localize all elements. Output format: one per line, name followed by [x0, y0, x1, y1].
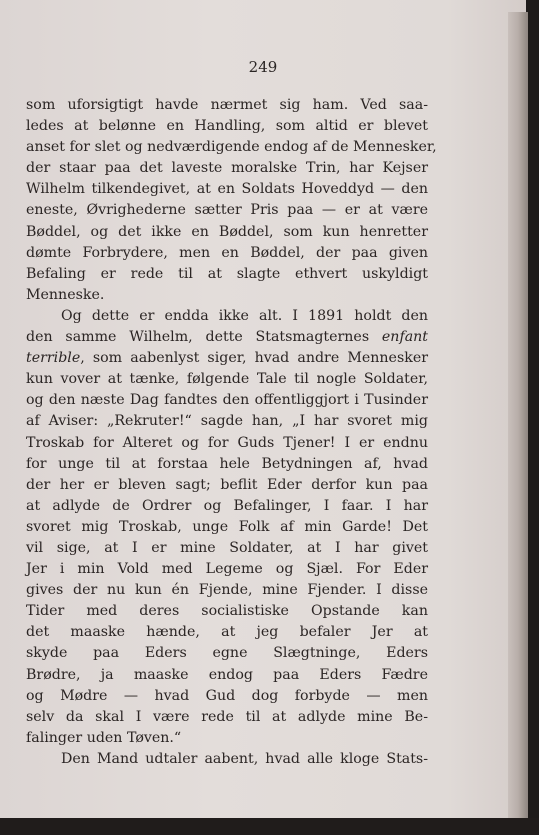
text-line: gives der nu kun én Fjende, mine Fjender. I disse [26, 582, 428, 599]
text-line: vil sige, at I er mine Soldater, at I har givet [26, 539, 428, 556]
text-line: Menneske. [26, 286, 105, 303]
text-line: Wilhelm tilkendegivet, at en Soldats Hoveddyd — den [26, 181, 428, 198]
text-line: som uforsigtigt havde nærmet sig ham. Ved saa- [26, 97, 428, 113]
page-shadow [0, 818, 539, 835]
text-line: skyde paa Eders egne Slægtninge, Eders [26, 645, 428, 662]
text-line [26, 348, 428, 369]
text-line: falinger uden Tøven.“ [26, 729, 182, 746]
text-line: Brødre, ja maaske endog paa Eders Fædre [26, 666, 428, 683]
text-line: og Mødre — hvad Gud dog forbyde — men [26, 687, 428, 704]
text-line: Den Mand udtaler aabent, hvad alle kloge Stats- [61, 750, 428, 767]
text-line: selv da skal I være rede til at adlyde mine Be- [26, 708, 428, 725]
body-text [26, 95, 437, 770]
text-line: Jer i min Vold med Legeme og Sjæl. For Eder [26, 561, 428, 578]
text-segment: , som aabenlyst siger, hvad andre Mennesker [80, 350, 428, 367]
italic-phrase: terrible [26, 350, 81, 367]
text-line: Befaling er rede til at slagte ethvert uskyldigt [26, 265, 428, 282]
text-line: Troskab for Alteret og for Guds Tjener! I er endnu [26, 434, 428, 451]
text-line: og den næste Dag fandtes den offentliggjort i Tusinder [26, 392, 428, 409]
page-edge [508, 12, 528, 818]
text-segment: den samme Wilhelm, dette Statsmagternes [26, 329, 382, 346]
text-line: for unge til at forstaa hele Betydningen af, hvad [26, 455, 428, 472]
text-line: der staar paa det laveste moralske Trin, har Kejser [26, 160, 428, 177]
text-line: eneste, Øvrighederne sætter Pris paa — er at være [26, 202, 428, 219]
text-line: svoret mig Troskab, unge Folk af min Garde! Det [26, 518, 428, 535]
text-line: det maaske hænde, at jeg befaler Jer at [26, 624, 428, 641]
text-line: at adlyde de Ordrer og Befalinger, I faar. I har [26, 497, 428, 514]
text-line: der her er bleven sagt; beflit Eder derfor kun paa [26, 476, 428, 493]
page-number: 249 [248, 58, 278, 76]
text-line: ledes at belønne en Handling, som altid er blevet [26, 118, 428, 135]
text-line: Bøddel, og det ikke en Bøddel, som kun henretter [26, 223, 428, 240]
text-line: Tider med deres socialistiske Opstande kan [26, 603, 428, 620]
text-line: af Aviser: „Rekruter!“ sagde han, „I har svoret mig [26, 413, 428, 430]
italic-phrase: enfant [381, 329, 428, 346]
text-line [26, 327, 428, 348]
text-line: Og dette er endda ikke alt. I 1891 holdt den [61, 307, 428, 324]
text-line: dømte Forbrydere, men en Bøddel, der paa given [26, 244, 428, 261]
text-line: kun vover at tænke, følgende Tale til nogle Soldater, [26, 371, 428, 388]
text-line: anset for slet og nedværdigende endog af de Mennesker, [26, 139, 437, 156]
